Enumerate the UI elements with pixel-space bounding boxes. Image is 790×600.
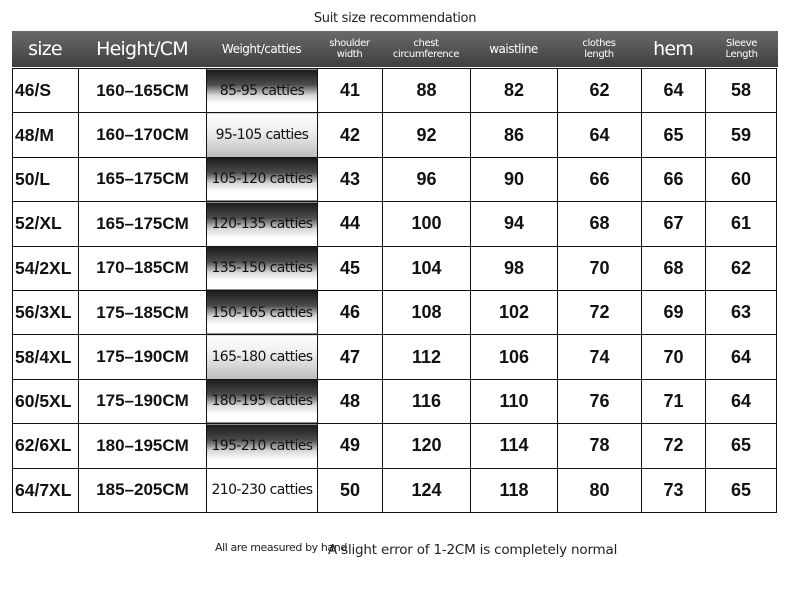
- cell-weight-text: 195-210 catties: [211, 437, 313, 454]
- table-row: [13, 424, 777, 468]
- cell-hem: 66: [642, 157, 706, 201]
- cell-waist: 94: [471, 202, 558, 246]
- cell-size: 62/6XL: [13, 424, 79, 468]
- cell-shoulder: 45: [318, 246, 383, 290]
- table-row: [13, 290, 777, 334]
- table-row: [13, 157, 777, 201]
- cell-weight: [207, 335, 318, 379]
- cell-hem: 71: [642, 379, 706, 423]
- cell-weight-text: 95-105 catties: [215, 127, 309, 144]
- cell-weight: [207, 468, 318, 512]
- cell-shoulder: 48: [318, 379, 383, 423]
- header-height: [78, 31, 206, 67]
- footer-note-measured: All are measured by hand: [215, 541, 347, 554]
- cell-length: 66: [558, 157, 642, 201]
- cell-height: 165–175CM: [79, 202, 207, 246]
- table-row: [13, 113, 777, 157]
- header-weight-line: Weight/catties: [221, 41, 302, 56]
- cell-shoulder: 46: [318, 290, 383, 334]
- header-height-line: Height/CM: [96, 37, 188, 60]
- cell-height: 160–165CM: [79, 69, 207, 113]
- table-row: [13, 468, 777, 512]
- cell-hem: 64: [642, 69, 706, 113]
- cell-chest: 120: [383, 424, 471, 468]
- table-row: [13, 202, 777, 246]
- cell-sleeve: 58: [706, 69, 777, 113]
- header-shoulder-width: [317, 31, 382, 67]
- cell-weight: [207, 379, 318, 423]
- table-row: [13, 335, 777, 379]
- cell-height: 160–170CM: [79, 113, 207, 157]
- cell-weight-text: 150-165 catties: [211, 304, 313, 321]
- cell-weight-text: 85-95 catties: [219, 82, 305, 99]
- header-shoulder-width-line: shoulder: [329, 38, 370, 49]
- cell-height: 185–205CM: [79, 468, 207, 512]
- cell-weight: [207, 157, 318, 201]
- cell-weight-text: 105-120 catties: [211, 171, 313, 188]
- cell-weight-text: 135-150 catties: [211, 260, 313, 277]
- header-hem-line: hem: [653, 37, 693, 60]
- cell-weight-text: 165-180 catties: [211, 349, 313, 366]
- cell-weight: [207, 424, 318, 468]
- cell-length: 64: [558, 113, 642, 157]
- cell-shoulder: 42: [318, 113, 383, 157]
- cell-size: 64/7XL: [13, 468, 79, 512]
- cell-size: 52/XL: [13, 202, 79, 246]
- cell-height: 180–195CM: [79, 424, 207, 468]
- header-sleeve-length: [705, 31, 778, 67]
- cell-sleeve: 62: [706, 246, 777, 290]
- cell-hem: 68: [642, 246, 706, 290]
- cell-waist: 98: [471, 246, 558, 290]
- header-size: [12, 31, 78, 67]
- cell-sleeve: 60: [706, 157, 777, 201]
- cell-waist: 82: [471, 69, 558, 113]
- cell-weight: [207, 290, 318, 334]
- header-clothes-length-line: length: [584, 49, 614, 60]
- cell-shoulder: 50: [318, 468, 383, 512]
- cell-hem: 70: [642, 335, 706, 379]
- cell-weight: [207, 69, 318, 113]
- cell-sleeve: 59: [706, 113, 777, 157]
- cell-waist: 106: [471, 335, 558, 379]
- cell-chest: 92: [383, 113, 471, 157]
- cell-length: 68: [558, 202, 642, 246]
- cell-chest: 100: [383, 202, 471, 246]
- cell-weight-text: 120-135 catties: [211, 215, 313, 232]
- header-waistline: [470, 31, 557, 67]
- cell-length: 70: [558, 246, 642, 290]
- header-waistline-line: waistline: [489, 41, 538, 56]
- cell-weight: [207, 246, 318, 290]
- cell-size: 58/4XL: [13, 335, 79, 379]
- cell-chest: 104: [383, 246, 471, 290]
- header-sleeve-length-line: Length: [725, 49, 758, 60]
- cell-size: 54/2XL: [13, 246, 79, 290]
- header-clothes-length: [557, 31, 641, 67]
- cell-height: 175–190CM: [79, 379, 207, 423]
- cell-chest: 112: [383, 335, 471, 379]
- cell-height: 175–185CM: [79, 290, 207, 334]
- cell-waist: 90: [471, 157, 558, 201]
- cell-chest: 108: [383, 290, 471, 334]
- cell-sleeve: 63: [706, 290, 777, 334]
- cell-size: 60/5XL: [13, 379, 79, 423]
- cell-length: 76: [558, 379, 642, 423]
- cell-waist: 114: [471, 424, 558, 468]
- cell-waist: 118: [471, 468, 558, 512]
- cell-sleeve: 65: [706, 468, 777, 512]
- cell-height: 170–185CM: [79, 246, 207, 290]
- cell-shoulder: 41: [318, 69, 383, 113]
- header-shoulder-width-line: width: [336, 49, 363, 60]
- cell-height: 175–190CM: [79, 335, 207, 379]
- cell-chest: 96: [383, 157, 471, 201]
- cell-shoulder: 44: [318, 202, 383, 246]
- cell-size: 46/S: [13, 69, 79, 113]
- cell-sleeve: 64: [706, 335, 777, 379]
- cell-weight: [207, 113, 318, 157]
- cell-sleeve: 65: [706, 424, 777, 468]
- footer-note-error: A slight error of 1-2CM is completely normal: [328, 542, 618, 558]
- header-hem: [641, 31, 705, 67]
- cell-length: 72: [558, 290, 642, 334]
- cell-shoulder: 47: [318, 335, 383, 379]
- header-chest-circumference-line: chest: [413, 38, 439, 49]
- table-row: [13, 379, 777, 423]
- cell-waist: 102: [471, 290, 558, 334]
- cell-size: 48/M: [13, 113, 79, 157]
- header-sleeve-length-line: Sleeve: [725, 38, 758, 49]
- header-size-line: size: [28, 37, 62, 60]
- cell-weight: [207, 202, 318, 246]
- cell-length: 62: [558, 69, 642, 113]
- size-table: [12, 68, 777, 513]
- cell-chest: 116: [383, 379, 471, 423]
- cell-hem: 72: [642, 424, 706, 468]
- cell-length: 80: [558, 468, 642, 512]
- cell-hem: 67: [642, 202, 706, 246]
- cell-length: 78: [558, 424, 642, 468]
- cell-size: 56/3XL: [13, 290, 79, 334]
- cell-size: 50/L: [13, 157, 79, 201]
- cell-sleeve: 64: [706, 379, 777, 423]
- header-chest-circumference: [382, 31, 470, 67]
- cell-height: 165–175CM: [79, 157, 207, 201]
- header-weight: [206, 31, 317, 67]
- cell-waist: 110: [471, 379, 558, 423]
- cell-chest: 124: [383, 468, 471, 512]
- table-row: [13, 69, 777, 113]
- cell-weight-text: 210-230 catties: [211, 482, 313, 499]
- cell-weight-text: 180-195 catties: [211, 393, 313, 410]
- cell-hem: 73: [642, 468, 706, 512]
- chart-title: Suit size recommendation: [313, 11, 477, 26]
- cell-waist: 86: [471, 113, 558, 157]
- table-row: [13, 246, 777, 290]
- cell-hem: 69: [642, 290, 706, 334]
- cell-shoulder: 49: [318, 424, 383, 468]
- cell-sleeve: 61: [706, 202, 777, 246]
- cell-hem: 65: [642, 113, 706, 157]
- cell-chest: 88: [383, 69, 471, 113]
- header-chest-circumference-line: circumference: [392, 49, 460, 60]
- cell-shoulder: 43: [318, 157, 383, 201]
- header-clothes-length-line: clothes: [582, 38, 616, 49]
- cell-length: 74: [558, 335, 642, 379]
